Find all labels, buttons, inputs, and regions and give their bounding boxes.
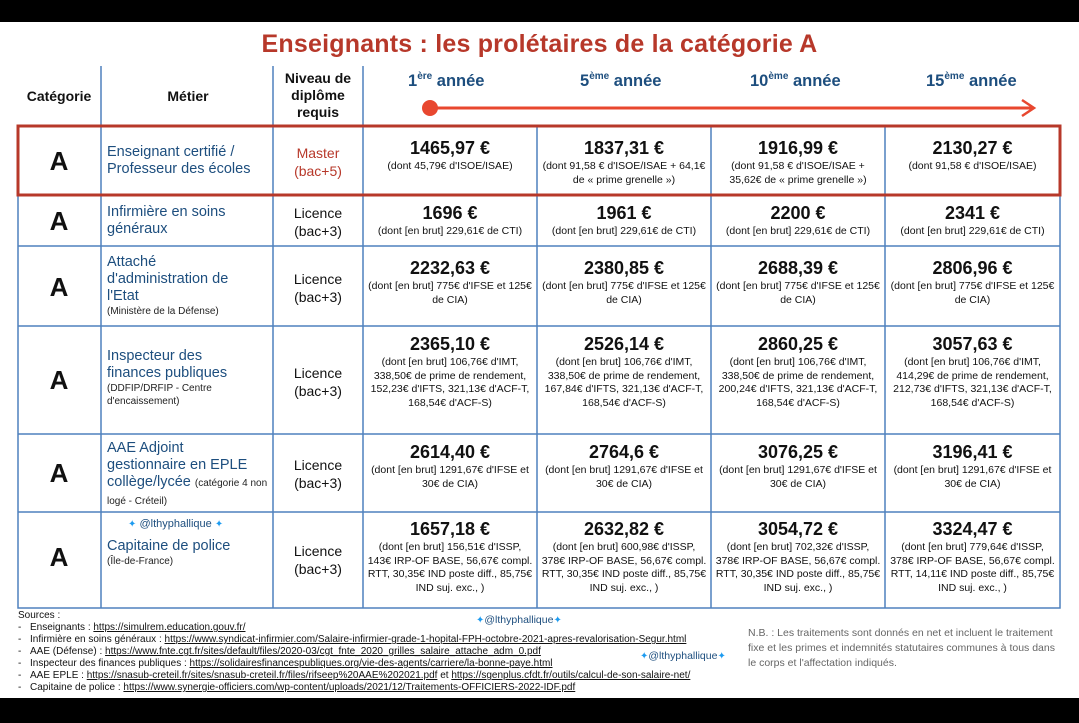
source-item: - Capitaine de police : https://www.synergie-officiers.com/wp-content/uploads/2021/12/Traitements-OFFICIERS-2022-IDF.pdf [18,682,576,693]
job-line: Enseignant certifié / [107,144,235,160]
watermark [476,614,562,626]
infographic-sheet [0,22,1079,698]
salary-detail: (dont [en brut] 1291,67€ d'IFSE et 30€ de CIA) [545,464,703,490]
salary-amount: 3054,72 € [757,519,839,539]
salary-cell [541,519,707,595]
row-job [107,204,272,238]
diploma-line: (bac+5) [294,163,342,179]
diploma-line: (bac+3) [294,289,342,305]
salary-cell [367,334,533,410]
salary-detail: (dont [en brut] 1291,67€ d'IFSE et 30€ de CIA) [719,464,877,490]
source-item: - Enseignants : https://simulrem.education.gouv.fr/ [18,622,246,633]
watermark-text: @lthyphallique [484,614,554,626]
salary-amount: 3076,25 € [757,442,839,462]
year-sup: ème [944,71,965,82]
salary-amount: 2380,85 € [583,258,665,278]
salary-amount: 1961 € [596,203,652,223]
watermark [640,650,726,662]
job-line: collège/lycée [107,474,191,490]
job-line: Capitaine de police [107,538,231,554]
header-diploma-line: diplôme [291,87,345,103]
year-label: année [609,72,662,90]
year-num: 1 [408,72,418,90]
header-job: Métier [167,88,209,104]
source-label: Inspecteur des finances publiques : [30,658,190,669]
source-item: - AAE (Défense) : https://www.fnte.cgt.fr/sites/default/files/2020-03/cgt_fnte_2020_grilles_salaire_attache_adm_0.pdf [18,646,541,657]
salary-cell [367,258,533,307]
bird-icon: ✦ [128,519,137,530]
salary-amount: 3196,41 € [932,442,1013,462]
year-sup: ème [768,71,789,82]
salary-amount: 1657,18 € [409,519,491,539]
salary-cell [541,334,707,410]
sources-heading: Sources : [18,610,61,621]
year-sup: ème [589,71,610,82]
row-job [107,440,272,510]
salary-detail: (dont [en brut] 229,61€ de CTI) [551,225,697,237]
source-joiner: et [437,670,452,681]
diploma-line: (bac+3) [294,383,342,399]
diploma-line: Licence [293,457,343,473]
source-label: Enseignants : [30,622,94,633]
year-header-1 [408,71,484,91]
source-link[interactable]: https://www.synergie-officiers.com/wp-content/uploads/2021/12/Traitements-OFFICIERS-2022-IDF.pdf [123,682,576,693]
salary-cell [367,203,533,239]
salary-amount: 2341 € [944,203,1001,223]
job-line: Infirmière en soins [107,204,226,220]
salary-cell [715,258,881,307]
job-line: Professeur des écoles [107,161,251,177]
source-link[interactable]: https://www.fnte.cgt.fr/sites/default/files/2020-03/cgt_fnte_2020_grilles_salaire_attache_adm_0.pdf [105,646,541,657]
row-job [107,538,272,568]
salary-cell [715,442,881,491]
source-item: - AAE EPLE : https://snasub-creteil.fr/sites/snasub-creteil.fr/files/rifseep%20AAE%202021.pdf et https://sgenplus.cfdt.fr/outils/calcul-de-son-salaire-net/ [18,670,691,681]
salary-amount: 2632,82 € [583,519,665,539]
salary-amount: 2688,39 € [757,258,839,278]
job-line: AAE Adjoint [107,440,184,456]
job-inline-note: (catégorie 4 non logé - Créteil) [107,478,268,507]
bird-icon: ✦ [553,615,562,626]
row-category: A [49,146,69,176]
row-category: A [49,365,69,395]
source-label: Capitaine de police : [30,682,124,693]
diploma-line: Licence [293,205,343,221]
year-sup: ère [417,71,433,82]
salary-amount: 2764,6 € [588,442,660,462]
salary-cell [541,258,707,307]
header-diploma-line: requis [296,104,339,120]
salary-amount: 2526,14 € [583,334,665,354]
diploma-line: (bac+3) [294,223,342,239]
row-job [107,144,272,178]
salary-detail: (dont [en brut] 106,76€ d'IMT, 338,50€ de prime de rendement, 152,23€ d'IFTS, 321,13€ d'ACF-T, 168,54€ d'ACF-S) [370,356,530,409]
diploma-line: Licence [293,365,343,381]
job-line: Attaché [107,254,157,270]
salary-amount: 2365,10 € [409,334,491,354]
source-link[interactable]: https://solidairesfinancespubliques.org/vie-des-agents/carriere/la-bonne-paye.html [189,658,553,669]
bird-icon: ✦ [214,519,224,530]
source-item: - Infirmière en soins généraux : https://www.syndicat-infirmier.com/Salaire-infirmier-grade-1-hopital-FPH-octobre-2021-apres-revalorisation-Segur.html [18,634,687,645]
salary-detail: (dont [en brut] 702,32€ d'ISSP, 378€ IRP-OF BASE, 56,67€ compl. RTT, 30,35€ IND poste diff., 85,75€ IND suj. exc., ) [715,541,881,594]
salary-amount: 1465,97 € [409,138,491,158]
row-diploma [274,204,362,240]
row-diploma [274,456,362,492]
job-line: généraux [107,221,168,237]
salary-amount: 2806,96 € [932,258,1013,278]
salary-amount: 1916,99 € [757,138,839,158]
header-diploma-line: Niveau de [284,70,352,86]
timeline-arrow [420,96,1050,120]
diploma-line: Licence [293,271,343,287]
watermark-text: @lthyphallique [648,650,718,662]
salary-cell [889,138,1056,174]
year-num: 15 [926,72,945,90]
source-label: AAE (Défense) : [30,646,106,657]
salary-cell [715,519,881,595]
salary-amount: 2614,40 € [409,442,491,462]
source-link[interactable]: https://www.syndicat-infirmier.com/Salaire-infirmier-grade-1-hopital-FPH-octobre-2021-apres-revalorisation-Segur.html [164,634,687,645]
row-diploma [274,364,362,400]
salary-amount: 1696 € [422,203,478,223]
salary-cell [541,203,707,239]
salary-amount: 3057,63 € [932,334,1013,354]
salary-cell [715,203,881,239]
salary-detail: (dont [en brut] 106,76€ d'IMT, 338,50€ de prime de rendement, 200,24€ d'IFTS, 321,13€ d'ACF-T, 168,54€ d'ACF-S) [718,356,878,409]
salary-amount: 2200 € [770,203,826,223]
bird-icon: ✦ [476,615,485,626]
salary-amount: 2130,27 € [932,138,1013,158]
row-category: A [49,542,69,572]
salary-detail: (dont 91,58 € d'ISOE/ISAE + 35,62€ de « prime grenelle ») [729,160,867,186]
salary-detail: (dont [en brut] 775€ d'IFSE et 125€ de CIA) [890,280,1055,306]
bird-icon: ✦ [717,651,726,662]
year-num: 5 [580,72,590,90]
row-diploma [274,542,362,578]
salary-cell [889,203,1056,239]
year-header-5 [580,71,661,91]
diploma-line: (bac+3) [294,561,342,577]
salary-cell [889,442,1056,491]
salary-cell [367,519,533,595]
salary-cell [367,138,533,174]
author-handle-text: @lthyphallique [139,518,212,530]
salary-amount: 3324,47 € [932,519,1013,539]
salary-cell [889,258,1056,307]
salary-cell [541,138,707,187]
salary-detail: (dont [en brut] 775€ d'IFSE et 125€ de CIA) [368,280,532,306]
salary-detail: (dont [en brut] 1291,67€ d'IFSE et 30€ de CIA) [371,464,529,490]
salary-detail: (dont [en brut] 156,51€ d'ISSP, 143€ IRP-OF BASE, 56,67€ compl. RTT, 30,35€ IND poste diff., 85,75€ IND suj. exc., ) [367,541,533,594]
salary-detail: (dont [en brut] 779,64€ d'ISSP, 378€ IRP-OF BASE, 56,67€ compl. RTT, 14,11€ IND poste diff., 85,75€ IND suj. exc., ) [890,541,1055,594]
row-diploma [274,144,362,180]
job-line: finances publiques [107,365,228,381]
salary-detail: (dont [en brut] 775€ d'IFSE et 125€ de CIA) [716,280,880,306]
salary-cell [889,334,1056,410]
year-label: année [432,72,485,90]
year-num: 10 [750,72,769,90]
salary-detail: (dont [en brut] 106,76€ d'IMT, 338,50€ de prime de rendement, 167,84€ d'IFTS, 321,13€ d'ACF-T, 168,54€ d'ACF-S) [544,356,704,409]
source-link[interactable]: https://simulrem.education.gouv.fr/ [93,622,246,633]
row-job [107,348,272,408]
year-label: année [788,72,841,90]
author-handle [128,518,223,530]
salary-amount: 1837,31 € [583,138,665,158]
year-header-10 [750,71,841,91]
source-link[interactable]: https://snasub-creteil.fr/sites/snasub-creteil.fr/files/rifseep%20AAE%202021.pdf [86,670,438,681]
job-sublabel: (Ministère de la Défense) [107,306,219,317]
salary-amount: 2232,63 € [409,258,491,278]
row-category: A [49,206,69,236]
job-line: l'Etat [107,288,139,304]
source-link[interactable]: https://sgenplus.cfdt.fr/outils/calcul-de-son-salaire-net/ [451,670,691,681]
page-title: Enseignants : les prolétaires de la catégorie A [261,30,818,58]
salary-detail: (dont [en brut] 229,61€ de CTI) [725,225,871,237]
row-category: A [49,272,69,302]
diploma-line: (bac+3) [294,475,342,491]
salary-cell [367,442,533,491]
salary-cell [541,442,707,491]
salary-detail: (dont [en brut] 600,98€ d'ISSP, 378€ IRP-OF BASE, 56,67€ compl. RTT, 30,35€ IND poste diff., 85,75€ IND suj. exc., ) [541,541,707,594]
row-category: A [49,458,69,488]
salary-detail: (dont 91,58 € d'ISOE/ISAE + 64,1€ de « prime grenelle ») [542,160,706,186]
source-label: AAE EPLE : [30,670,87,681]
salary-amount: 2860,25 € [757,334,839,354]
salary-detail: (dont [en brut] 229,61€ de CTI) [377,225,523,237]
salary-cell [715,334,881,410]
salary-detail: (dont 91,58 € d'ISOE/ISAE) [908,160,1037,172]
source-item: - Inspecteur des finances publiques : https://solidairesfinancespubliques.org/vie-des-agents/carriere/la-bonne-paye.html [18,658,553,669]
job-line: d'administration de [107,271,229,287]
salary-detail: (dont [en brut] 775€ d'IFSE et 125€ de CIA) [542,280,706,306]
year-label: année [964,72,1017,90]
job-line: Inspecteur des [107,348,203,364]
header-category: Catégorie [26,88,92,104]
row-diploma [274,270,362,306]
footnote: N.B. : Les traitements sont donnés en net et incluent le traitement fixe et les primes et indemnités statutaires communes à tous dans le corps et l'affectation indiqués. [748,627,1055,669]
job-line: gestionnaire en EPLE [107,457,248,473]
year-header-15 [926,71,1017,91]
row-job [107,254,272,318]
sources-list [18,610,690,694]
source-label: Infirmière en soins généraux : [30,634,165,645]
salary-cell [715,138,881,187]
job-sublabel: (DDFIP/DRFIP - Centre d'encaissement) [107,383,212,407]
diploma-line: Master [296,145,340,161]
header-diploma [274,70,362,121]
diploma-line: Licence [293,543,343,559]
salary-cell [889,519,1056,595]
salary-detail: (dont [en brut] 106,76€ d'IMT, 414,29€ de prime de rendement, 212,73€ d'IFTS, 321,13€ d'ACF-T, 168,54€ d'ACF-S) [893,356,1052,409]
salary-detail: (dont [en brut] 1291,67€ d'IFSE et 30€ de CIA) [893,464,1052,490]
job-sublabel: (Île-de-France) [107,556,174,567]
salary-detail: (dont [en brut] 229,61€ de CTI) [900,225,1045,237]
bird-icon: ✦ [640,651,649,662]
salary-detail: (dont 45,79€ d'ISOE/ISAE) [387,160,513,172]
